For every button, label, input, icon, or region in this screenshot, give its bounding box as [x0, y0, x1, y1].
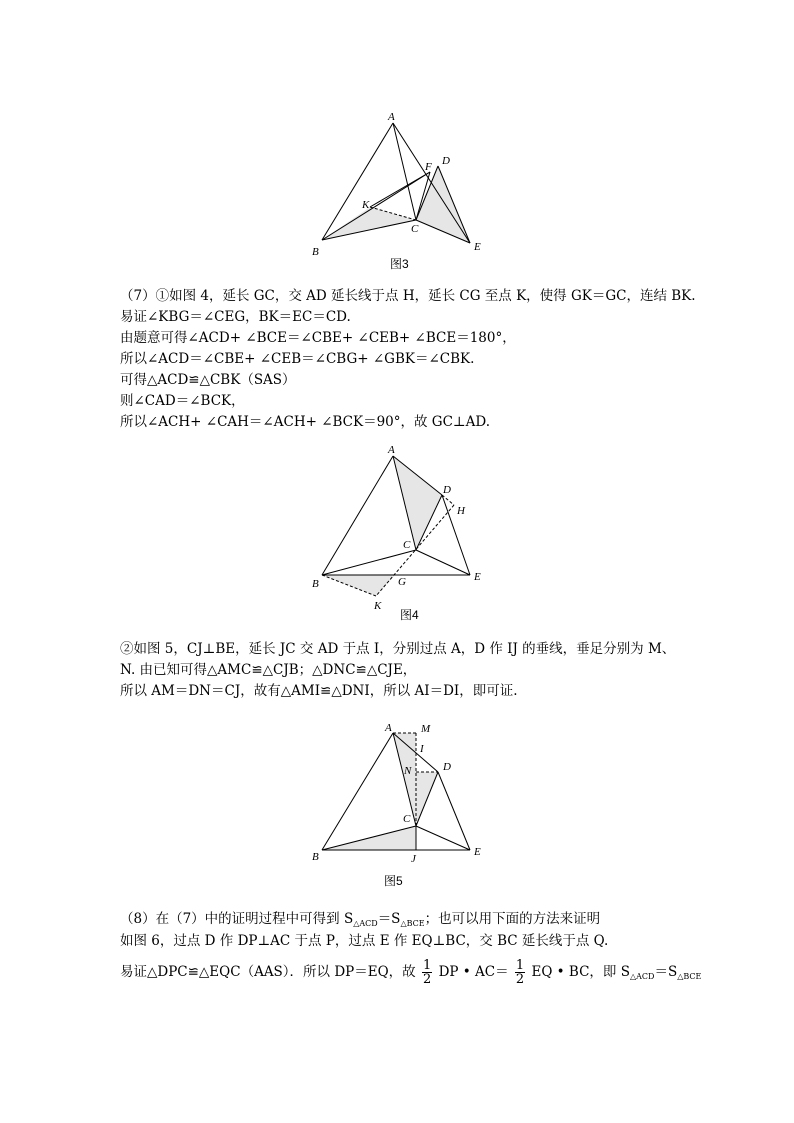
- text-span: EQ • BC，即 S: [531, 964, 630, 980]
- label-i: I: [420, 743, 424, 755]
- fraction: [515, 959, 525, 986]
- label-k: K: [362, 199, 370, 211]
- text-span: ＝S: [654, 964, 678, 980]
- text-line: [120, 910, 600, 933]
- text-line: 所以∠ACD＝∠CBE+ ∠CEB＝∠CBG+ ∠GBK＝∠CBK.: [120, 351, 475, 367]
- label-k: K: [374, 600, 382, 612]
- text-span: DP • AC＝: [438, 964, 509, 980]
- fraction-denominator: 2: [515, 972, 525, 987]
- text-span: （8）在（7）中的证明过程中可得到 S: [120, 911, 354, 927]
- label-c: C: [411, 223, 419, 235]
- label-m: M: [421, 723, 431, 735]
- subscript: △ACD: [353, 919, 378, 928]
- subscript: △BCE: [677, 972, 702, 981]
- figure-4-caption: 图4: [400, 608, 419, 622]
- fraction: [422, 959, 432, 986]
- text-span: ＝S: [377, 911, 401, 927]
- text-line: 则∠CAD＝∠BCK，: [120, 393, 245, 409]
- text-line: N. 由已知可得△AMC≌△CJB；△DNC≌△CJE，: [120, 662, 417, 678]
- label-c: C: [403, 539, 411, 551]
- label-b: B: [312, 851, 319, 863]
- text-line: （7）①如图 4，延长 GC，交 AD 延长线于点 H，延长 CG 至点 K，使得 GK＝GC，连结 BK.: [120, 288, 696, 304]
- fraction-denominator: 2: [422, 972, 432, 987]
- figure-5-diagram: [300, 718, 500, 868]
- subscript: △ACD: [629, 972, 655, 981]
- label-a: A: [388, 111, 395, 123]
- label-d: D: [442, 155, 450, 167]
- figure-3-diagram: [300, 105, 500, 260]
- text-line: 所以 AM＝DN＝CJ，故有△AMI≌△DNI，所以 AI＝DI，即可证.: [120, 683, 518, 699]
- text-line: 易证∠KBG＝∠CEG，BK＝EC＝CD.: [120, 309, 351, 325]
- label-b: B: [312, 246, 319, 258]
- label-c: C: [403, 813, 411, 825]
- label-f: F: [425, 161, 432, 173]
- label-a: A: [385, 722, 392, 734]
- label-j: J: [411, 853, 416, 865]
- fraction-numerator: 1: [515, 958, 525, 973]
- text-span: 易证△DPC≌△EQC（AAS）．所以 DP＝EQ，故: [120, 964, 416, 980]
- text-line: ②如图 5，CJ⊥BE，延长 JC 交 AD 于点 I，分别过点 A，D 作 IJ 的垂线，垂足分别为 M、: [120, 641, 676, 657]
- label-a: A: [388, 444, 395, 456]
- text-span: ；也可以用下面的方法来证明: [424, 911, 601, 927]
- figure-4-diagram: [300, 440, 500, 615]
- label-d: D: [443, 761, 451, 773]
- label-e: E: [474, 241, 481, 253]
- label-e: E: [474, 571, 481, 583]
- fraction-numerator: 1: [422, 958, 432, 973]
- text-line: [120, 955, 701, 994]
- label-b: B: [312, 578, 319, 590]
- text-line: 可得△ACD≌△CBK（SAS）: [120, 372, 296, 388]
- text-line: 如图 6，过点 D 作 DP⊥AC 于点 P，过点 E 作 EQ⊥BC，交 BC 延长线于点 Q.: [120, 933, 609, 949]
- label-d: D: [443, 484, 451, 496]
- label-e: E: [474, 846, 481, 858]
- shaded-triangle: [393, 456, 442, 550]
- text-line: 所以∠ACH+ ∠CAH＝∠ACH+ ∠BCK＝90°，故 GC⊥AD.: [120, 414, 491, 430]
- label-g: G: [398, 576, 406, 588]
- figure-5-caption: 图5: [384, 874, 403, 888]
- text-line: 由题意可得∠ACD+ ∠BCE＝∠CBE+ ∠CEB+ ∠BCE＝180°，: [120, 330, 516, 346]
- label-n: N: [404, 765, 412, 777]
- label-h: H: [457, 505, 465, 517]
- subscript: △BCE: [400, 919, 425, 928]
- figure-3-caption: 图3: [390, 257, 409, 271]
